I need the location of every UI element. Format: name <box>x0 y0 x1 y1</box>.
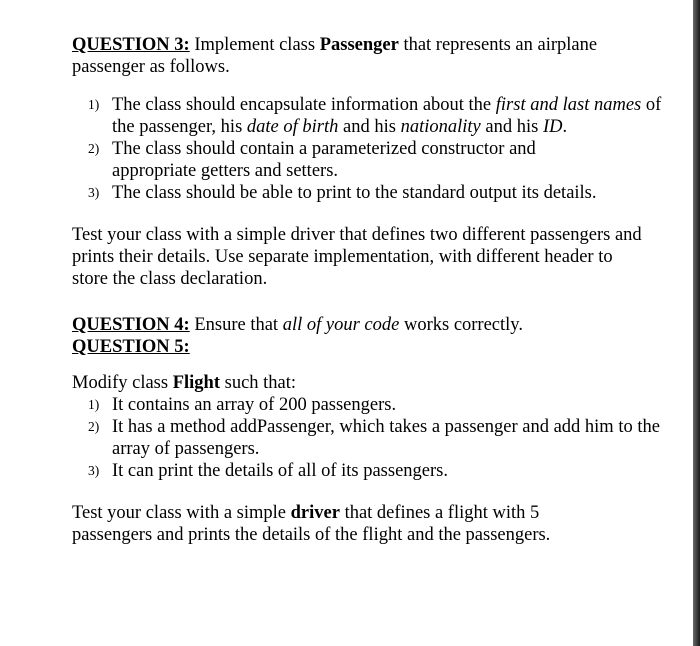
q4-text-2: works correctly. <box>399 315 523 335</box>
question-5-heading <box>72 336 662 358</box>
q5-test-bold: driver <box>290 503 340 523</box>
q5-test-text-1: Test your class with a simple <box>72 503 291 523</box>
q4-emphasis: all of your code <box>282 315 400 335</box>
item-text: It has a method addPassenger, which takes a passenger and add him to the array of passengers. <box>112 417 660 459</box>
question-4-label: QUESTION 4: <box>72 315 190 335</box>
item-text: and his <box>338 117 401 137</box>
question-5-test-instructions <box>72 502 592 546</box>
list-number: 3) <box>88 185 100 200</box>
question-3-label: QUESTION 3: <box>72 35 190 55</box>
question-3-intro <box>72 34 662 78</box>
document-page <box>72 34 662 546</box>
page-edge <box>693 0 700 646</box>
item-text: It can print the details of all of its passengers. <box>112 461 448 481</box>
list-item <box>72 182 662 204</box>
item-emphasis: nationality <box>400 117 481 137</box>
question-5-label: QUESTION 5: <box>72 337 190 357</box>
item-text: It contains an array of 200 passengers. <box>112 395 397 415</box>
list-item <box>72 416 687 460</box>
list-number: 3) <box>88 463 100 478</box>
list-item <box>72 94 687 138</box>
item-text: The class should be able to print to the standard output its details. <box>112 183 597 203</box>
question-3-test-instructions: Test your class with a simple driver that defines two different passengers and prints their details. Use separate implementation, with different header to store the class declaration. <box>72 225 642 289</box>
question-4 <box>72 314 662 336</box>
item-text: The class should contain a parameterized constructor and appropriate getters and setters. <box>112 139 536 181</box>
list-number: 1) <box>88 97 100 112</box>
q5-intro-text-2: such that: <box>220 373 297 393</box>
list-item <box>72 460 662 482</box>
list-item <box>72 138 612 182</box>
q3-intro-text-1: Implement class <box>189 35 320 55</box>
item-text: and his <box>480 117 543 137</box>
question-3-requirements <box>72 94 662 204</box>
item-text: The class should encapsulate information about the <box>112 95 496 115</box>
question-5-requirements <box>72 394 662 482</box>
list-number: 1) <box>88 397 100 412</box>
q5-test-text-2: that defines a flight with 5 passengers and prints the details of the flight and the passengers. <box>72 503 551 545</box>
item-emphasis: date of birth <box>246 117 339 137</box>
question-5-intro <box>72 372 662 394</box>
list-number: 2) <box>88 419 100 434</box>
item-text: . <box>562 117 568 137</box>
item-emphasis: first and last names <box>495 95 642 115</box>
class-name-passenger: Passenger <box>319 35 399 55</box>
q5-intro-text-1: Modify class <box>72 373 173 393</box>
list-number: 2) <box>88 141 100 156</box>
q3-intro-text-2: that represents an airplane passenger as follows. <box>72 35 598 77</box>
q4-text-1: Ensure that <box>189 315 283 335</box>
item-text: of the passenger, his <box>112 95 662 137</box>
item-emphasis: ID <box>542 117 563 137</box>
class-name-flight: Flight <box>172 373 220 393</box>
list-item <box>72 394 662 416</box>
